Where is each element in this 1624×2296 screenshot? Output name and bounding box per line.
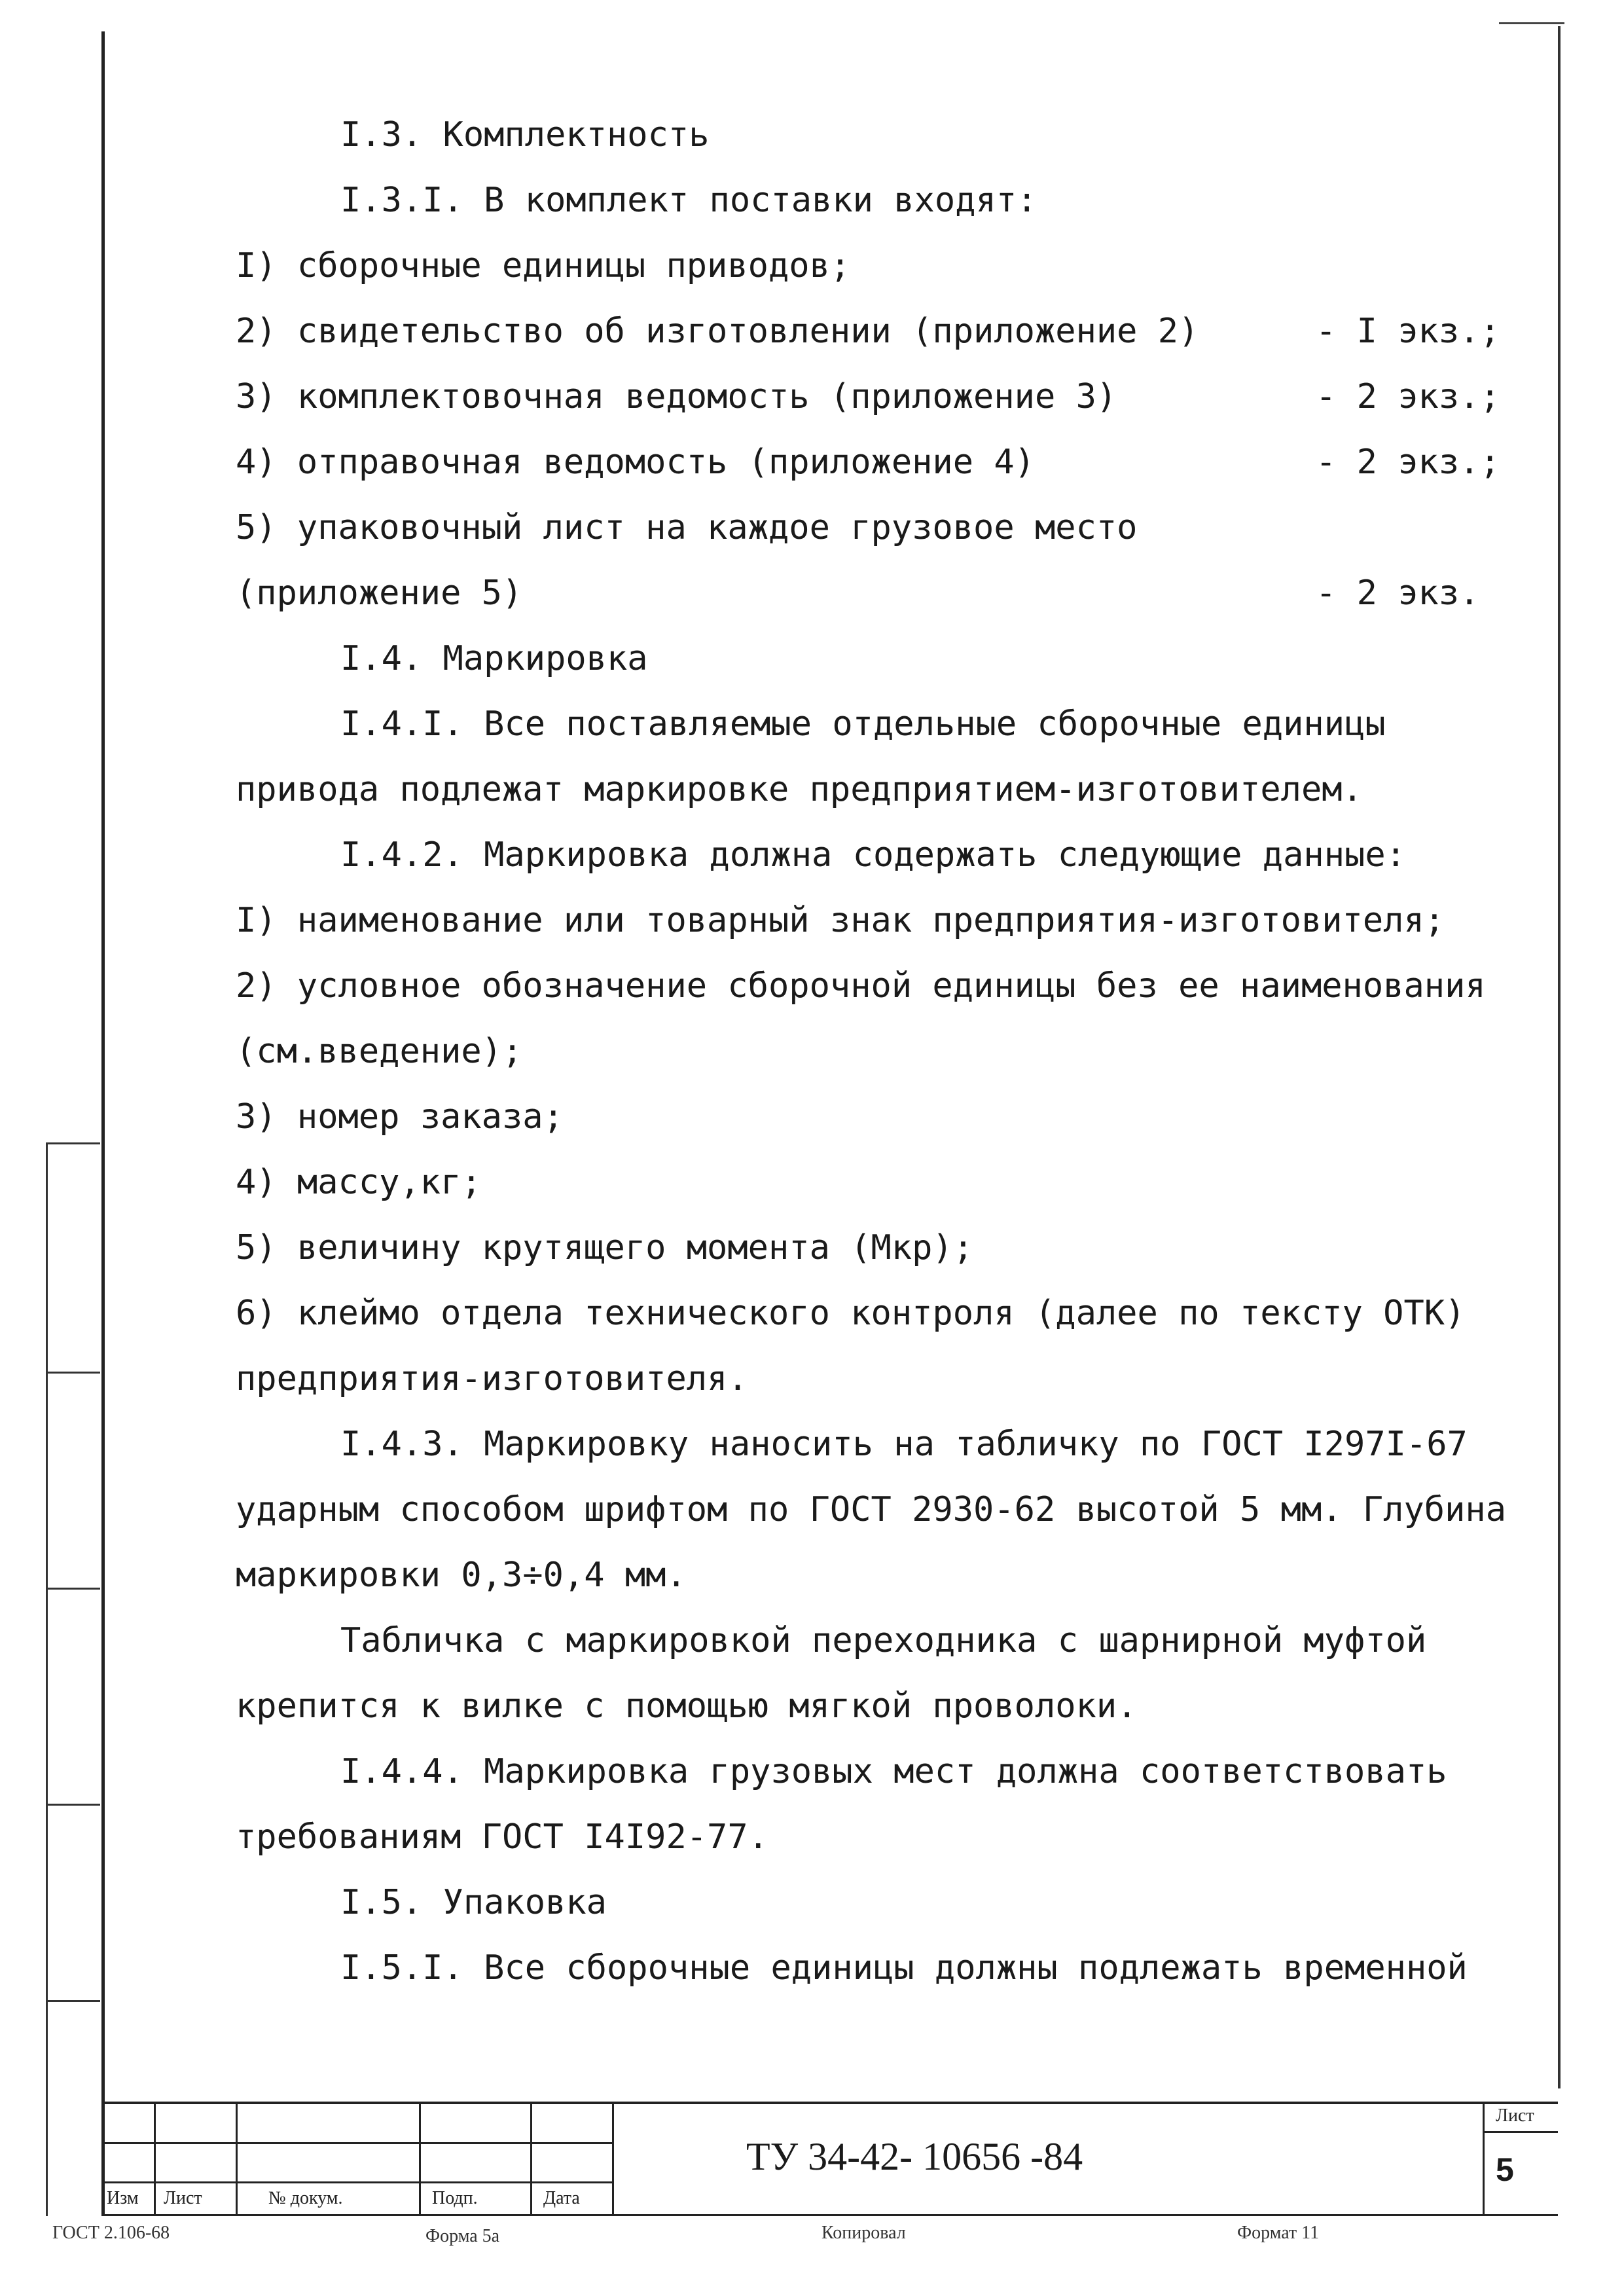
list-item: 3) номер заказа; xyxy=(236,1097,564,1137)
page-frame-right xyxy=(1558,26,1561,2088)
list-item: I) сборочные единицы приводов; xyxy=(236,246,851,285)
title-block xyxy=(101,2102,1558,2226)
section-heading: I.3. Комплектность xyxy=(340,115,710,155)
section-heading: I.4. Маркировка xyxy=(340,639,648,678)
list-item: 4) отправочная ведомость (приложение 4) xyxy=(236,443,1035,482)
paragraph-line: привода подлежат маркировке предприятием-изготовителем. xyxy=(236,770,1363,809)
paragraph-line: I.4.3. Маркировку наносить на табличку по ГОСТ I297I-67 xyxy=(340,1425,1468,1464)
list-item: 3) комплектовочная ведомость (приложение 3) xyxy=(236,377,1117,416)
sheet-number: 5 xyxy=(1496,2151,1514,2188)
list-item: 5) величину крутящего момента (Мкр); xyxy=(236,1228,974,1267)
col-list: Лист xyxy=(164,2188,202,2208)
paragraph-line: маркировки 0,3÷0,4 мм. xyxy=(236,1556,687,1595)
page-frame-left xyxy=(101,31,105,2215)
paragraph-line: крепится к вилке с помощью мягкой проволоки. xyxy=(236,1686,1138,1726)
footer-copied: Копировал xyxy=(821,2223,906,2243)
section-heading: I.5. Упаковка xyxy=(340,1883,607,1922)
col-izm: Изм xyxy=(107,2188,139,2208)
side-stamp-strip xyxy=(46,1142,101,2216)
list-item: 4) массу,кг; xyxy=(236,1163,482,1202)
page-frame-top-mark xyxy=(1499,22,1564,24)
list-item-continuation: (приложение 5) xyxy=(236,574,523,613)
list-item: 5) упаковочный лист на каждое грузовое место xyxy=(236,508,1138,547)
list-item-continuation: предприятия-изготовителя. xyxy=(236,1359,748,1398)
paragraph-line: I.3.I. В комплект поставки входят: xyxy=(340,181,1038,220)
list-item-continuation: (см.введение); xyxy=(236,1032,523,1071)
paragraph-line: I.4.4. Маркировка грузовых мест должна соответствовать xyxy=(340,1752,1447,1791)
paragraph-line: ударным способом шрифтом по ГОСТ 2930-62 высотой 5 мм. Глубина xyxy=(236,1490,1507,1529)
col-doc-number: № докум. xyxy=(268,2188,343,2208)
paragraph-line: I.4.I. Все поставляемые отдельные сборочные единицы xyxy=(340,704,1386,744)
paragraph-line: Табличка с маркировкой переходника с шарнирной муфтой xyxy=(340,1621,1427,1660)
side-stamp-cell xyxy=(48,1372,100,1590)
col-date: Дата xyxy=(543,2188,580,2208)
footer-standard: ГОСТ 2.106-68 xyxy=(52,2223,170,2243)
side-stamp-cell xyxy=(48,2000,100,2218)
side-stamp-cell xyxy=(48,1804,100,2002)
sheet-label: Лист xyxy=(1496,2105,1534,2126)
list-item: 6) клеймо отдела технического контроля (далее по тексту ОТК) xyxy=(236,1294,1466,1333)
document-code: ТУ 34-42- 10656 -84 xyxy=(746,2135,1083,2178)
side-stamp-cell xyxy=(48,1588,100,1806)
side-stamp-cell xyxy=(48,1142,100,1374)
quantity: - I экз.; xyxy=(1316,312,1500,351)
paragraph-line: I.5.I. Все сборочные единицы должны подлежать временной xyxy=(340,1948,1468,1988)
quantity: - 2 экз. xyxy=(1316,574,1480,613)
list-item: I) наименование или товарный знак предприятия-изготовителя; xyxy=(236,901,1445,940)
list-item: 2) условное обозначение сборочной единицы без ее наименования xyxy=(236,966,1486,1006)
col-signature: Подп. xyxy=(432,2188,478,2208)
footer-form: Форма 5а xyxy=(425,2226,500,2246)
quantity: - 2 экз.; xyxy=(1316,377,1500,416)
footer-format: Формат 11 xyxy=(1237,2223,1320,2243)
paragraph-line: I.4.2. Маркировка должна содержать следующие данные: xyxy=(340,835,1406,875)
paragraph-line: требованиям ГОСТ I4I92-77. xyxy=(236,1817,768,1857)
quantity: - 2 экз.; xyxy=(1316,443,1500,482)
list-item: 2) свидетельство об изготовлении (приложение 2) xyxy=(236,312,1199,351)
